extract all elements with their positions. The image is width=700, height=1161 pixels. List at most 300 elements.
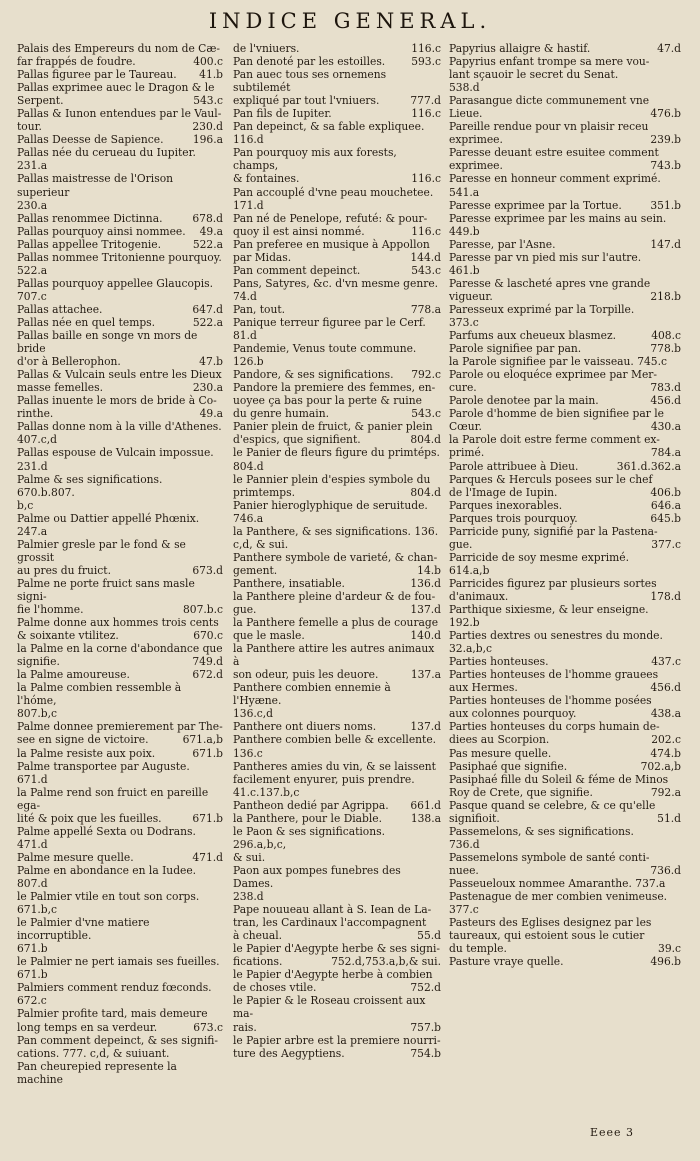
index-page-ref: 136.d: [410, 576, 441, 590]
index-line: [449, 877, 681, 890]
index-line: [17, 238, 223, 251]
index-line: [17, 264, 223, 277]
index-page-ref: 137.a: [410, 668, 441, 682]
index-page-ref: 645.b: [650, 511, 681, 525]
index-entry-text: 116.d: [233, 133, 264, 147]
index-entry-text: par Midas.: [233, 250, 292, 264]
index-entry-text: 231.a: [17, 159, 48, 173]
index-entry-text: Parties honteuses du corps humain de-: [449, 720, 660, 734]
index-line: [449, 655, 681, 668]
index-entry-text: Panthere combien ennemie à l'Hyæne.: [233, 681, 391, 708]
index-line: [17, 251, 223, 264]
index-entry-text: Palmier profite tard, mais demeure: [17, 1007, 208, 1021]
index-entry-text: du genre humain.: [233, 407, 329, 421]
index-page-ref: 456.d: [650, 681, 681, 695]
index-entry-text: cations. 777. c,d, & suiuant.: [17, 1046, 170, 1060]
index-entry-text: Panier plein de fruict, & panier plein: [233, 420, 433, 434]
index-line: [449, 199, 681, 212]
index-line: [449, 473, 681, 486]
index-line: [233, 864, 441, 890]
index-line: [17, 942, 223, 955]
index-entry-text: Parole signifiee par pan.: [449, 342, 582, 356]
index-entry-text: le Papier & le Roseau croissent aux ma-: [233, 994, 426, 1021]
index-line: [233, 42, 441, 55]
index-line: [233, 733, 441, 746]
index-line: [449, 186, 681, 199]
index-entry-text: le Palmier d'vne matiere incorruptible.: [17, 916, 150, 943]
index-line: [449, 446, 681, 459]
index-entry-text: 461.b: [449, 263, 480, 277]
index-entry-text: aux colonnes pourquoy.: [449, 707, 577, 721]
index-entry-text: Pallas figuree par le Taureau.: [17, 68, 177, 82]
index-page-ref: 116.c: [411, 172, 441, 186]
index-line: [233, 499, 441, 512]
index-entry-text: Pan comment depeinct, & ses signifi-: [17, 1033, 219, 1047]
index-page-ref: 743.b: [650, 159, 681, 173]
index-line: [17, 890, 223, 903]
index-line: [233, 968, 441, 981]
index-line: [17, 1021, 223, 1034]
index-entry-text: de l'Image de Iupin.: [449, 485, 558, 499]
index-line: [449, 590, 681, 603]
index-page-ref: 438.a: [650, 707, 681, 721]
index-line: [17, 825, 223, 838]
index-page-ref: 408.c: [651, 329, 681, 343]
index-line: [17, 538, 223, 564]
index-page-ref: 673.c: [193, 1020, 223, 1034]
index-entry-text: la Palme rend son fruict en pareille ega-: [17, 785, 209, 812]
index-line: [233, 146, 441, 172]
index-page-ref: 202.c: [651, 733, 681, 747]
index-entry-text: Pan cheurepied represente la machine: [17, 1059, 177, 1086]
index-entry-text: 377.c: [449, 903, 479, 917]
index-line: [17, 681, 223, 707]
index-entry-text: Parole d'homme de bien signifiee par le: [449, 407, 664, 421]
index-line: [233, 172, 441, 185]
index-line: [17, 512, 223, 525]
index-line: [17, 655, 223, 668]
index-entry-text: see en signe de victoire.: [17, 733, 149, 747]
index-line: [233, 68, 441, 94]
index-line: [17, 851, 223, 864]
index-page-ref: 777.d: [410, 94, 441, 108]
index-entry-text: Paresse exprimee par la Tortue.: [449, 198, 622, 212]
index-entry-text: Pan, tout.: [233, 302, 286, 316]
index-entry-text: 807.b,c: [17, 707, 58, 721]
index-entry-text: Palais des Empereurs du nom de Cæ-: [17, 42, 220, 55]
index-line: [449, 68, 681, 81]
index-page-ref: 14.b: [417, 563, 441, 577]
index-line: [449, 851, 681, 864]
index-page-ref: 147.d: [650, 237, 681, 251]
index-line: [449, 146, 681, 159]
index-entry-text: Panthere combien belle & excellente.: [233, 733, 437, 747]
index-line: [17, 407, 223, 420]
index-line: [449, 290, 681, 303]
index-entry-text: Pallas & Iunon entendues par le Vaul-: [17, 107, 222, 121]
index-entry-text: Pasteurs des Eglises designez par les: [449, 916, 652, 930]
index-entry-text: Passemelons, & ses significations.: [449, 824, 634, 838]
index-page-ref: 778.a: [410, 302, 441, 316]
index-line: [233, 786, 441, 799]
index-line: [449, 616, 681, 629]
index-entry-text: Pasture vraye quelle.: [449, 955, 564, 969]
index-line: [17, 994, 223, 1007]
index-line: [233, 994, 441, 1020]
index-entry-text: la Panthere femelle a plus de courage: [233, 616, 439, 630]
index-page-ref: 400.c: [193, 55, 223, 69]
index-line: [17, 916, 223, 942]
index-entry-text: Papyrius allaigre & hastif.: [449, 42, 591, 55]
index-entry-text: Parole ou eloquéce exprimee par Mer-: [449, 368, 658, 382]
index-page-ref: 783.d: [650, 381, 681, 395]
index-page-ref: 522.a: [192, 315, 223, 329]
index-page-ref: 671.b: [192, 746, 223, 760]
index-line: [233, 577, 441, 590]
index-entry-text: 81.d: [233, 329, 257, 343]
index-page-ref: 116.c: [411, 224, 441, 238]
index-entry-text: Parties dextres ou senestres du monde.: [449, 629, 663, 643]
index-line: [17, 42, 223, 55]
index-entry-text: Panthere, insatiable.: [233, 576, 345, 590]
index-line: [233, 942, 441, 955]
index-entry-text: Panique terreur figuree par le Cerf.: [233, 315, 426, 329]
index-page-ref: 138.a: [410, 811, 441, 825]
index-column-3: [449, 42, 681, 968]
index-line: [233, 407, 441, 420]
index-line: [17, 1060, 223, 1086]
index-page-ref: 752.d: [410, 981, 441, 995]
index-entry-text: Pallas née du cerueau du Iupiter.: [17, 146, 196, 160]
index-entry-text: 522.a: [17, 263, 48, 277]
index-line: [449, 760, 681, 773]
index-entry-text: 671.d: [17, 772, 48, 786]
index-entry-text: Parties honteuses.: [449, 655, 549, 669]
index-page-ref: 702.a,b: [640, 759, 681, 773]
index-entry-text: cure.: [449, 381, 477, 395]
index-entry-text: 407.c,d: [17, 433, 58, 447]
index-page-ref: 792.c: [411, 368, 441, 382]
index-entry-text: facilement enyurer, puis prendre.: [233, 772, 415, 786]
index-entry-text: Paresse par vn pied mis sur l'autre.: [449, 250, 642, 264]
index-page-ref: 437.c: [651, 655, 681, 669]
index-entry-text: Paresseux exprimé par la Torpille.: [449, 302, 635, 316]
index-entry-text: 671.b,c: [17, 903, 58, 917]
index-page-ref: 430.a: [650, 420, 681, 434]
index-line: [17, 81, 223, 94]
index-page-ref: 361.d.362.a: [616, 459, 681, 473]
index-entry-text: far frappés de foudre.: [17, 55, 136, 69]
index-line: [17, 616, 223, 629]
index-entry-text: tour.: [17, 120, 42, 134]
index-line: [17, 225, 223, 238]
index-entry-text: Panthere symbole de varieté, & chan-: [233, 550, 438, 564]
index-entry-text: nuee.: [449, 863, 479, 877]
index-line: [233, 277, 441, 290]
index-line: [17, 499, 223, 512]
index-entry-text: Pan denoté par les estoilles.: [233, 55, 386, 69]
index-line: [233, 564, 441, 577]
index-line: [449, 929, 681, 942]
index-entry-text: le Palmier ne pert iamais ses fueilles.: [17, 955, 220, 969]
index-entry-text: le Pannier plein d'espies symbole du: [233, 472, 431, 486]
index-line: [233, 955, 441, 968]
index-entry-text: Passeueloux nommee Amaranthe. 737.a: [449, 877, 666, 890]
index-page-ref: 116.c: [411, 107, 441, 121]
index-entry-text: 74.d: [233, 289, 257, 303]
index-line: [449, 538, 681, 551]
index-entry-text: d'or à Bellerophon.: [17, 355, 121, 369]
index-line: [449, 799, 681, 812]
index-entry-text: d'espics, que signifient.: [233, 433, 361, 447]
index-page-ref: 593.c: [411, 55, 441, 69]
index-entry-text: Palme & ses significations. 670.b.807.: [17, 472, 163, 499]
index-page-ref: 351.b: [650, 198, 681, 212]
index-line: [233, 107, 441, 120]
index-entry-text: Pan preferee en musique à Appollon: [233, 237, 430, 251]
index-entry-text: la Panthere attire les autres animaux à: [233, 642, 435, 669]
index-line: [17, 394, 223, 407]
index-page-ref: 49.a: [199, 407, 223, 421]
index-line: [233, 251, 441, 264]
index-entry-text: le Paon & ses significations. 296.a,b,c,: [233, 824, 385, 851]
index-line: [233, 342, 441, 355]
index-entry-text: Palme transportee par Auguste.: [17, 759, 190, 773]
index-line: [17, 629, 223, 642]
index-line: [233, 760, 441, 773]
index-line: [449, 681, 681, 694]
index-entry-text: à cheual.: [233, 929, 283, 943]
index-line: [233, 773, 441, 786]
index-line: [233, 55, 441, 68]
index-entry-text: la Panthere pleine d'ardeur & de fou-: [233, 589, 436, 603]
index-line: [449, 838, 681, 851]
index-entry-text: Pallas née en quel temps.: [17, 315, 156, 329]
index-entry-text: gement.: [233, 563, 278, 577]
index-line: [449, 707, 681, 720]
index-line: [17, 420, 223, 433]
index-line: [233, 747, 441, 760]
index-line: [449, 720, 681, 733]
index-entry-text: 672.c: [17, 994, 47, 1008]
index-line: [233, 799, 441, 812]
index-line: [449, 329, 681, 342]
index-line: [233, 1047, 441, 1060]
index-entry-text: le Papier arbre est la premiere nourri-: [233, 1033, 441, 1047]
index-page-ref: 784.a: [650, 446, 681, 460]
index-page-ref: 754.b: [410, 1046, 441, 1060]
index-line: [233, 707, 441, 720]
index-line: [449, 864, 681, 877]
index-line: [233, 329, 441, 342]
index-entry-text: Paresse deuant estre esuitee comment: [449, 146, 659, 160]
index-entry-text: la Panthere, pour le Diable.: [233, 811, 383, 825]
index-page-ref: 47.d: [657, 42, 681, 55]
index-line: [449, 238, 681, 251]
index-line: [233, 851, 441, 864]
index-entry-text: Pareille rendue pour vn plaisir receu: [449, 120, 649, 134]
index-page-ref: 496.b: [650, 955, 681, 969]
index-line: [449, 694, 681, 707]
index-entry-text: exprimee.: [449, 159, 503, 173]
index-entry-text: Panthere ont diuers noms.: [233, 720, 377, 734]
index-line: [17, 968, 223, 981]
index-line: [449, 512, 681, 525]
index-entry-text: Parques trois pourquoy.: [449, 511, 578, 525]
index-entry-text: Pallas inuente le mors de bride à Co-: [17, 394, 217, 408]
index-line: [233, 720, 441, 733]
index-line: [17, 303, 223, 316]
index-line: [449, 133, 681, 146]
index-entry-text: Parfums aux cheueux blasmez.: [449, 329, 617, 343]
index-line: [233, 446, 441, 459]
index-entry-text: le Papier d'Aegypte herbe & ses signi-: [233, 942, 441, 956]
index-entry-text: Pan depeinct, & sa fable expliquee.: [233, 120, 425, 134]
index-entry-text: Paresse, par l'Asne.: [449, 237, 556, 251]
index-line: [17, 981, 223, 994]
index-entry-text: Parques & Herculs posees sur le chef: [449, 472, 653, 486]
index-page-ref: 661.d: [410, 798, 441, 812]
index-page-ref: 178.d: [650, 589, 681, 603]
index-page-ref: 807.b.c: [182, 603, 223, 617]
index-line: [233, 303, 441, 316]
index-entry-text: vigueur.: [449, 289, 493, 303]
index-entry-text: 471.d: [17, 837, 48, 851]
index-line: [449, 812, 681, 825]
index-entry-text: 541.a: [449, 185, 480, 199]
index-entry-text: aux Hermes.: [449, 681, 518, 695]
index-line: [17, 159, 223, 172]
index-line: [17, 316, 223, 329]
index-entry-text: la Palme resiste aux poix.: [17, 746, 156, 760]
index-entry-text: Pape nouueau allant à S. Iean de La-: [233, 903, 432, 917]
index-line: [233, 120, 441, 133]
index-entry-text: la Palme amoureuse.: [17, 668, 130, 682]
index-entry-text: Pasiphaé fille du Soleil & féme de Minos: [449, 772, 669, 786]
index-line: [17, 94, 223, 107]
index-line: [449, 407, 681, 420]
index-line: [449, 786, 681, 799]
index-entry-text: Pallas attachee.: [17, 302, 103, 316]
index-entry-text: Lieue.: [449, 107, 483, 121]
index-line: [233, 433, 441, 446]
index-line: [449, 486, 681, 499]
index-line: [449, 603, 681, 616]
index-line: [233, 133, 441, 146]
index-line: [17, 473, 223, 499]
index-line: [17, 329, 223, 355]
index-entry-text: exprimee.: [449, 133, 503, 147]
index-line: [17, 603, 223, 616]
index-entry-text: b,c: [17, 498, 34, 512]
index-line: [233, 668, 441, 681]
index-page-ref: 736.d: [650, 863, 681, 877]
index-entry-text: Pallas pourquoy ainsi nommee.: [17, 224, 186, 238]
index-entry-text: 804.d: [233, 459, 264, 473]
index-page-ref: 456.d: [650, 394, 681, 408]
index-line: [233, 199, 441, 212]
index-entry-text: Paresse en honneur comment exprimé.: [449, 172, 661, 186]
index-line: [17, 355, 223, 368]
index-line: [17, 120, 223, 133]
index-page-ref: 471.d: [192, 850, 223, 864]
index-column-1: [17, 42, 223, 1086]
index-line: [17, 133, 223, 146]
index-entry-text: Passemelons symbole de santé conti-: [449, 850, 650, 864]
index-line: [233, 316, 441, 329]
index-page-ref: 671.a,b: [182, 733, 223, 747]
index-line: [17, 172, 223, 198]
index-entry-text: 449.b: [449, 224, 480, 238]
index-entry-text: Palme appellé Sexta ou Dodrans.: [17, 824, 196, 838]
index-line: [233, 460, 441, 473]
index-line: [233, 512, 441, 525]
index-line: [17, 747, 223, 760]
index-line: [233, 825, 441, 851]
index-line: [449, 420, 681, 433]
page-title: INDICE GENERAL.: [208, 9, 492, 33]
index-line: [449, 916, 681, 929]
index-line: [233, 264, 441, 277]
index-entry-text: Parole denotee par la main.: [449, 394, 599, 408]
index-entry-text: signifie.: [17, 655, 60, 669]
index-line: [449, 942, 681, 955]
index-page-ref: 792.a: [650, 785, 681, 799]
index-entry-text: c,d, & sui.: [233, 537, 289, 551]
index-entry-text: Paresse & lascheté apres vne grande: [449, 276, 651, 290]
index-entry-text: lité & poix que les fueilles.: [17, 811, 162, 825]
index-entry-text: 231.d: [17, 459, 48, 473]
index-line: [233, 186, 441, 199]
index-entry-text: 238.d: [233, 890, 264, 904]
index-entry-text: Cœur.: [449, 420, 482, 434]
index-line: [17, 877, 223, 890]
index-line: [233, 420, 441, 433]
index-entry-text: Pallas maistresse de l'Orison superieur: [17, 172, 174, 199]
index-line: [233, 381, 441, 394]
index-page-ref: 406.b: [650, 485, 681, 499]
index-line: [17, 642, 223, 655]
index-line: [449, 42, 681, 55]
index-entry-text: Pan accouplé d'vne peau mouchetee.: [233, 185, 434, 199]
index-entry-text: Palme ou Dattier appellé Phœnix.: [17, 511, 200, 525]
index-line: [17, 720, 223, 733]
index-line: [233, 603, 441, 616]
index-line: [449, 277, 681, 290]
index-entry-text: Parques inexorables.: [449, 498, 563, 512]
index-line: [449, 668, 681, 681]
index-entry-text: Palme ne porte fruict sans masle signi-: [17, 576, 195, 603]
index-entry-text: 32.a,b,c: [449, 642, 492, 656]
index-entry-text: rais.: [233, 1020, 257, 1034]
index-line: [17, 760, 223, 773]
index-line: [17, 838, 223, 851]
index-line: [449, 551, 681, 564]
index-line: [17, 733, 223, 746]
index-line: [17, 433, 223, 446]
index-line: [17, 68, 223, 81]
index-line: [17, 1034, 223, 1047]
index-page-ref: 804.d: [410, 433, 441, 447]
index-entry-text: primé.: [449, 446, 485, 460]
index-entry-text: Pallas & Vulcain seuls entre les Dieux: [17, 368, 222, 382]
index-entry-text: Panier hieroglyphique de seruitude.: [233, 498, 428, 512]
index-line: [233, 681, 441, 707]
index-line: [233, 642, 441, 668]
index-entry-text: Pastenague de mer combien venimeuse.: [449, 890, 668, 904]
index-line: [449, 81, 681, 94]
index-line: [449, 303, 681, 316]
